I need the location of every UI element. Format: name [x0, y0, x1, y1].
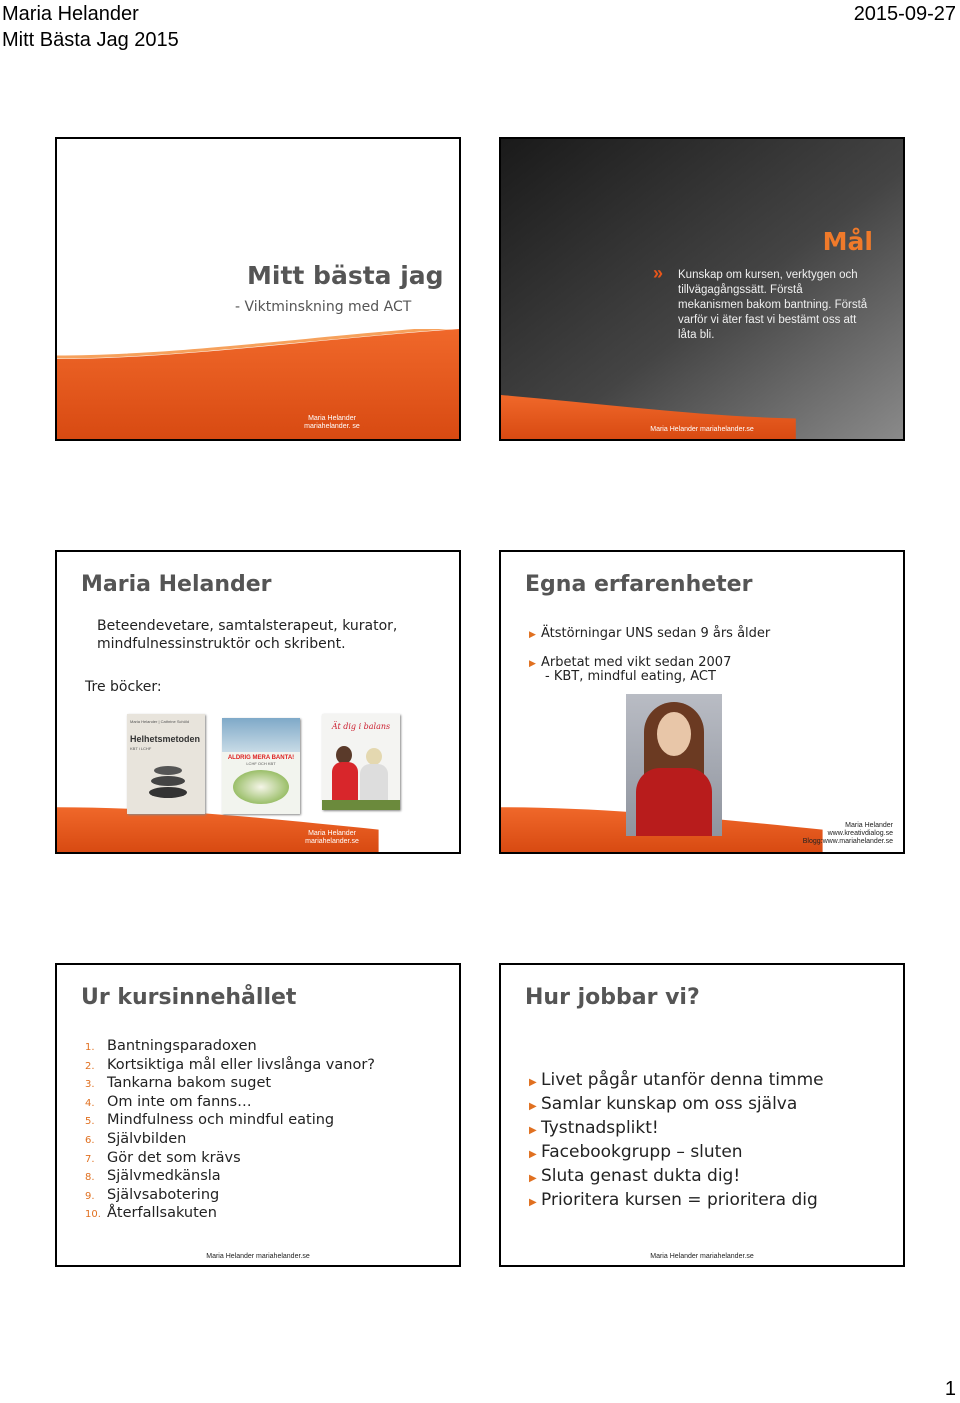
list-item: 3. Tankarna bakom suget	[85, 1075, 272, 1092]
slide-1	[55, 137, 461, 441]
list-item: ▶ Tystnadsplikt!	[529, 1118, 659, 1138]
slide-title: Hur jobbar vi?	[525, 985, 700, 1010]
slide-title: Ur kursinnehållet	[81, 985, 297, 1010]
book-title: ALDRIG MERA BANTA!	[227, 755, 295, 761]
list-item: ▶ Livet pågår utanför denna timme	[529, 1070, 824, 1090]
footer-author: Maria Helander	[308, 830, 356, 837]
footer-text: Maria Helander mariahelander.se	[650, 1253, 754, 1260]
slide-title: Maria Helander	[81, 572, 272, 597]
list-item: ▶ Samlar kunskap om oss själva	[529, 1094, 798, 1114]
bullet-subtext: - KBT, mindful eating, ACT	[545, 669, 716, 684]
book-cover	[127, 714, 205, 814]
book-authors: Maria Helander | Cathrine Schöld	[130, 719, 190, 724]
header-date: 2015-09-27	[853, 3, 956, 25]
header-course: Mitt Bästa Jag 2015	[2, 29, 179, 51]
slide-2	[499, 137, 905, 441]
book-cover	[322, 714, 400, 810]
double-chevron-icon: »	[653, 263, 664, 283]
course-content-list	[85, 1038, 375, 1224]
footer-text: Maria Helander mariahelander.se	[206, 1253, 310, 1260]
list-item: ▶ Sluta genast dukta dig!	[529, 1166, 741, 1186]
footer-author: Maria Helander	[845, 822, 893, 829]
slide-intro: Beteendevetare, samtalsterapeut, kurator, mindfulnessinstruktör och skribent.	[97, 618, 398, 652]
slide-title: Egna erfarenheter	[525, 572, 753, 597]
books-label: Tre böcker:	[85, 679, 162, 695]
header-author: Maria Helander	[2, 3, 139, 25]
footer-text: Maria Helander mariahelander.se	[650, 426, 754, 433]
slide-4	[499, 550, 905, 854]
work-method-list	[529, 1070, 824, 1214]
book-tag: KBT i LCHF	[130, 746, 152, 751]
slide-6	[499, 963, 905, 1267]
footer-site: www.kreativdialog.se	[827, 830, 893, 837]
book-cover	[222, 718, 300, 814]
list-item: 1. Bantningsparadoxen	[85, 1038, 257, 1054]
book-tag: LCHF OCH KBT	[246, 761, 276, 766]
list-item: ▶ Prioritera kursen = prioritera dig	[529, 1190, 818, 1210]
triangle-bullet-icon: ▶	[529, 629, 536, 639]
list-item: 5. Mindfulness och mindful eating	[85, 1112, 335, 1129]
footer-blog: Blogg:www.mariahelander.se	[802, 838, 893, 845]
footer-author: Maria Helander	[308, 415, 356, 422]
footer-site: mariahelander. se	[304, 423, 360, 430]
list-item: 4. Om inte om fanns…	[85, 1093, 252, 1110]
slide-subtitle: - Viktminskning med ACT	[235, 299, 412, 315]
book-title: Helhetsmetoden	[130, 734, 201, 744]
slide-title: Mitt bästa jag	[247, 261, 444, 290]
list-item: 10. Återfallsakuten	[85, 1205, 217, 1222]
bullet-text: Arbetat med vikt sedan 2007	[541, 655, 732, 670]
bullet-text: Ätstörningar UNS sedan 9 års ålder	[541, 626, 771, 641]
authors-photo	[332, 742, 390, 802]
slide-3	[55, 550, 461, 854]
food-image	[233, 770, 289, 804]
slide-5	[55, 963, 461, 1267]
list-item: 9. Självsabotering	[85, 1186, 220, 1203]
list-item: ▶ Facebookgrupp – sluten	[529, 1142, 743, 1162]
list-item: 8. Självmedkänsla	[85, 1168, 221, 1185]
list-item: 2. Kortsiktiga mål eller livslånga vanor?	[85, 1056, 375, 1073]
page-number: 1	[944, 1378, 956, 1400]
list-item: 6. Självbilden	[85, 1130, 187, 1147]
triangle-bullet-icon: ▶	[529, 658, 536, 668]
footer-site: mariahelander.se	[305, 838, 359, 845]
slide-title: Mål	[822, 227, 873, 256]
childhood-photo	[626, 694, 722, 836]
book-title: Ät dig i balans	[331, 722, 391, 731]
slide-text: Kunskap om kursen, verktygen och tillvägagångssätt. Förstå mekanismen bakom bantning. Förstå varför vi äter fast vi bestämt oss att låta bli.	[678, 269, 868, 341]
stones-image	[149, 766, 187, 798]
list-item: 7. Gör det som krävs	[85, 1149, 241, 1166]
